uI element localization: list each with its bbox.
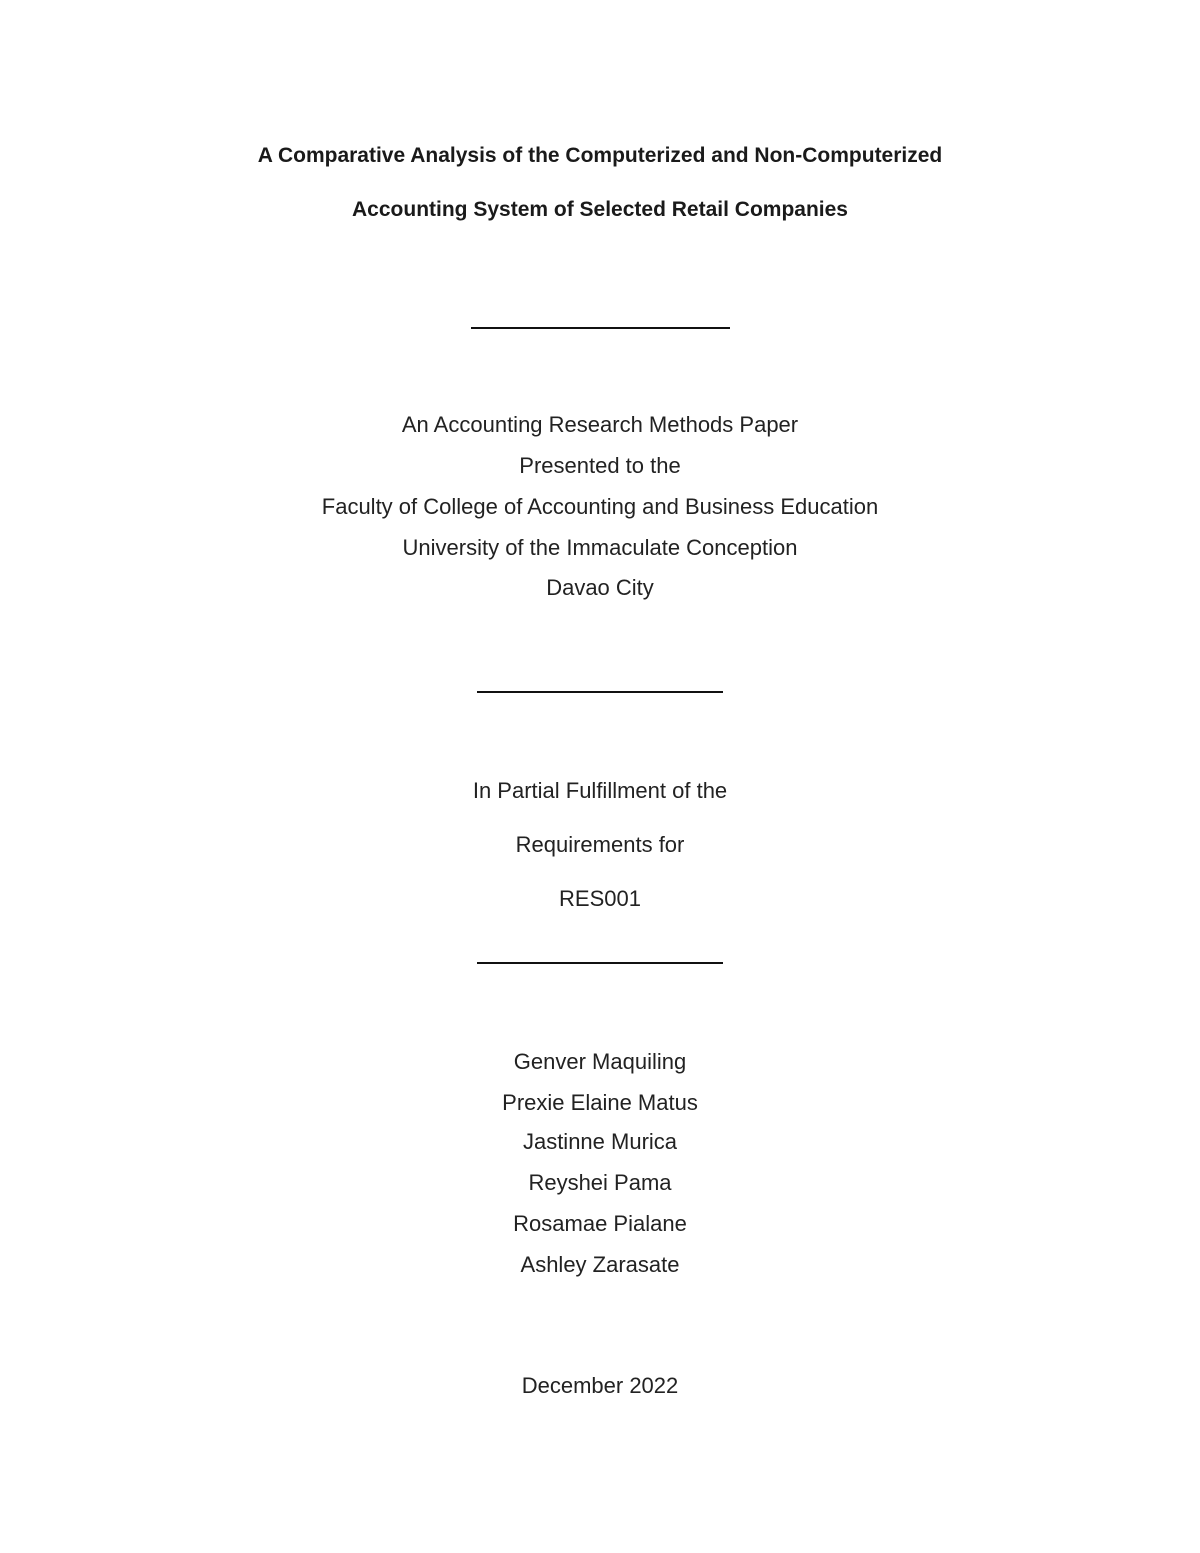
university: University of the Immaculate Conception [402, 535, 798, 560]
author-name: Rosamae Pialane [513, 1211, 687, 1236]
title-line-2: Accounting System of Selected Retail Companies [352, 198, 848, 221]
author-name: Prexie Elaine Matus [502, 1090, 698, 1115]
title-line-1: A Comparative Analysis of the Computerized and Non-Computerized [257, 144, 943, 167]
city: Davao City [546, 575, 654, 600]
author-name: Ashley Zarasate [520, 1252, 680, 1277]
author-name: Genver Maquiling [513, 1049, 687, 1074]
separator-rule [471, 327, 730, 329]
presented-to: Presented to the [519, 453, 681, 478]
separator-rule [477, 962, 723, 964]
author-name: Reyshei Pama [528, 1170, 672, 1195]
fulfillment-line: In Partial Fulfillment of the [472, 778, 728, 803]
requirements-line: Requirements for [515, 832, 685, 857]
author-name: Jastinne Murica [522, 1129, 678, 1154]
separator-rule [477, 691, 723, 693]
submission-date: December 2022 [521, 1373, 679, 1398]
faculty: Faculty of College of Accounting and Business Education [321, 494, 879, 519]
paper-type: An Accounting Research Methods Paper [401, 412, 799, 437]
course-code: RES001 [559, 886, 641, 911]
